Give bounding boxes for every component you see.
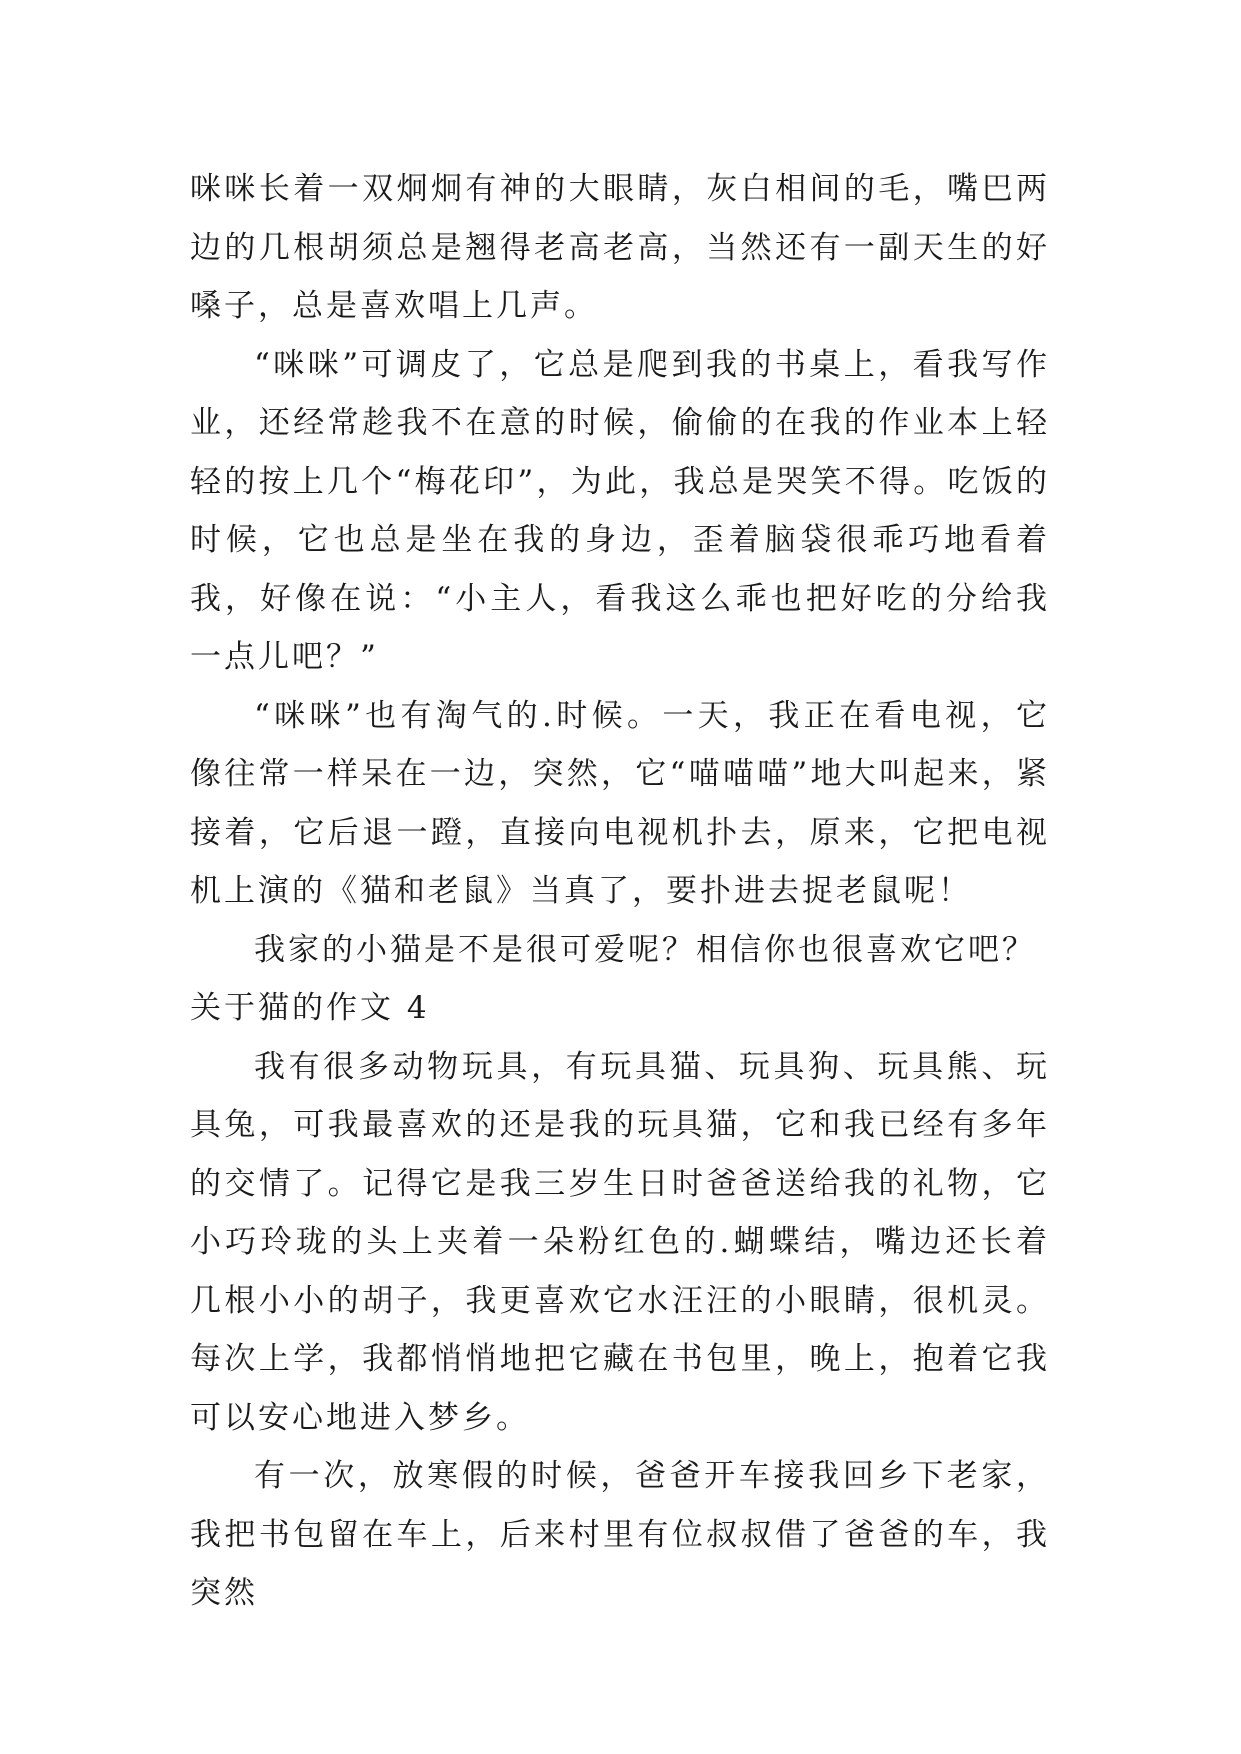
section-title: 关于猫的作文 4 xyxy=(190,990,430,1026)
document-body xyxy=(190,160,1050,1623)
section-paragraph-1: 我有很多动物玩具，有玩具猫、玩具狗、玩具熊、玩具兔，可我最喜欢的还是我的玩具猫，它和我已经有多年的交情了。记得它是我三岁生日时爸爸送给我的礼物，它小巧玲珑的头上夹着一朵粉红色的.蝴蝶结，嘴边还长着几根小小的胡子，我更喜欢它水汪汪的小眼睛，很机灵。每次上学，我都悄悄地把它藏在书包里，晚上，抱着它我可以安心地进入梦乡。 xyxy=(190,1048,1050,1436)
paragraph-1: 咪咪长着一双炯炯有神的大眼睛，灰白相间的毛，嘴巴两边的几根胡须总是翘得老高老高，当然还有一副天生的好嗓子，总是喜欢唱上几声。 xyxy=(190,171,1050,324)
paragraph-4: 我家的小猫是不是很可爱呢？相信你也很喜欢它吧？ xyxy=(254,931,1036,968)
paragraph-3: “咪咪”也有淘气的.时候。一天，我正在看电视，它像往常一样呆在一边，突然，它“喵喵喵”地大叫起来，紧接着，它后退一蹬，直接向电视机扑去，原来，它把电视机上演的《猫和老鼠》当真了，要扑进去捉老鼠呢！ xyxy=(190,697,1050,909)
section-paragraph-2: 有一次，放寒假的时候，爸爸开车接我回乡下老家，我把书包留在车上，后来村里有位叔叔借了爸爸的车，我突然 xyxy=(190,1458,1050,1611)
paragraph-2: “咪咪”可调皮了，它总是爬到我的书桌上，看我写作业，还经常趁我不在意的时候，偷偷的在我的作业本上轻轻的按上几个“梅花印”，为此，我总是哭笑不得。吃饭的时候，它也总是坐在我的身边，歪着脑袋很乖巧地看着我，好像在说：“小主人，看我这么乖也把好吃的分给我一点儿吧？” xyxy=(190,346,1050,675)
